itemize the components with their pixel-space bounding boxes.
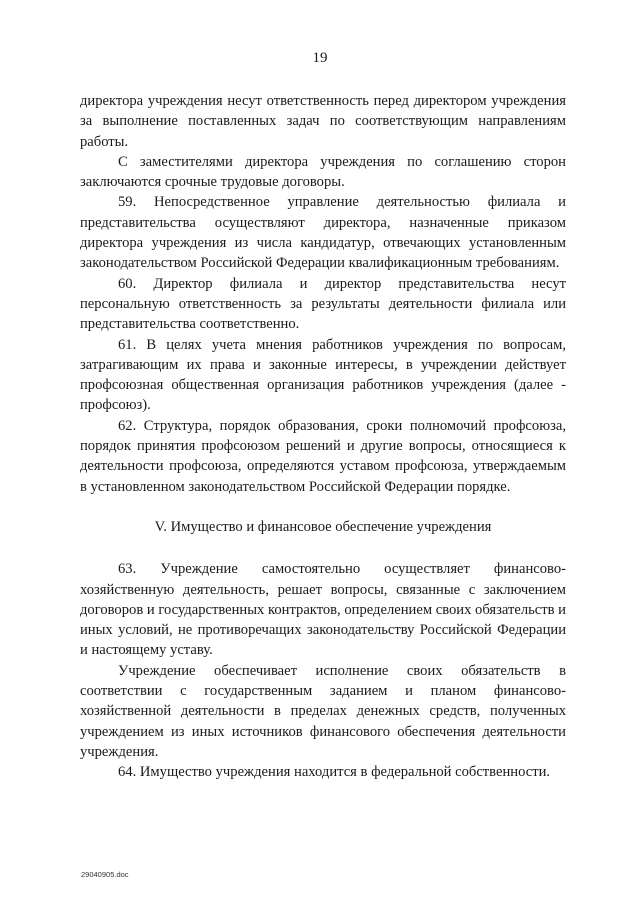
paragraph-60: 60. Директор филиала и директор представительства несут персональную ответственность за результаты деятельности филиала или представительства соответственно.: [80, 275, 566, 333]
paragraph: Учреждение обеспечивает исполнение своих обязательств в соответствии с государственным заданием и планом финансово-хозяйственной деятельности в пределах денежных средств, полученных учреждением из иных источников финансового обеспечения деятельности учреждения.: [80, 662, 566, 760]
file-name-footer: 29040905.doc: [81, 870, 129, 879]
paragraph-63: 63. Учреждение самостоятельно осуществляет финансово-хозяйственную деятельность, решает вопросы, связанные с заключением договоров и государственных контрактов, определением своих обязательств и иных условий, не противоречащих законодательству Российской Федерации и настоящему уставу.: [80, 561, 566, 659]
paragraph-59: 59. Непосредственное управление деятельностью филиала и представительства осуществляют директора, назначенные приказом директора учреждения из числа кандидатур, отвечающих установленным законодательством Российской Федерации квалификационным требованиям.: [80, 194, 566, 272]
page-number: 19: [312, 50, 328, 66]
document-body: [80, 91, 566, 783]
paragraph-61: 61. В целях учета мнения работников учреждения по вопросам, затрагивающим их права и законные интересы, в учреждении действует профсоюзная общественная организация работников учреждения (далее - профсоюз).: [80, 336, 566, 414]
paragraph-64: 64. Имущество учреждения находится в федеральной собственности.: [118, 764, 551, 781]
paragraph-62: 62. Структура, порядок образования, сроки полномочий профсоюза, порядок принятия профсоюзом решений и другие вопросы, относящиеся к деятельности профсоюза, определяются уставом профсоюза, утверждаемым в установленном законодательством Российской Федерации порядке.: [80, 417, 566, 495]
paragraph: директора учреждения несут ответственность перед директором учреждения за выполнение поставленных задач по соответствующим направлениям работы.: [80, 93, 566, 150]
section-heading: V. Имущество и финансовое обеспечение учреждения: [154, 518, 492, 535]
paragraph: С заместителями директора учреждения по соглашению сторон заключаются срочные трудовые договоры.: [80, 153, 566, 191]
